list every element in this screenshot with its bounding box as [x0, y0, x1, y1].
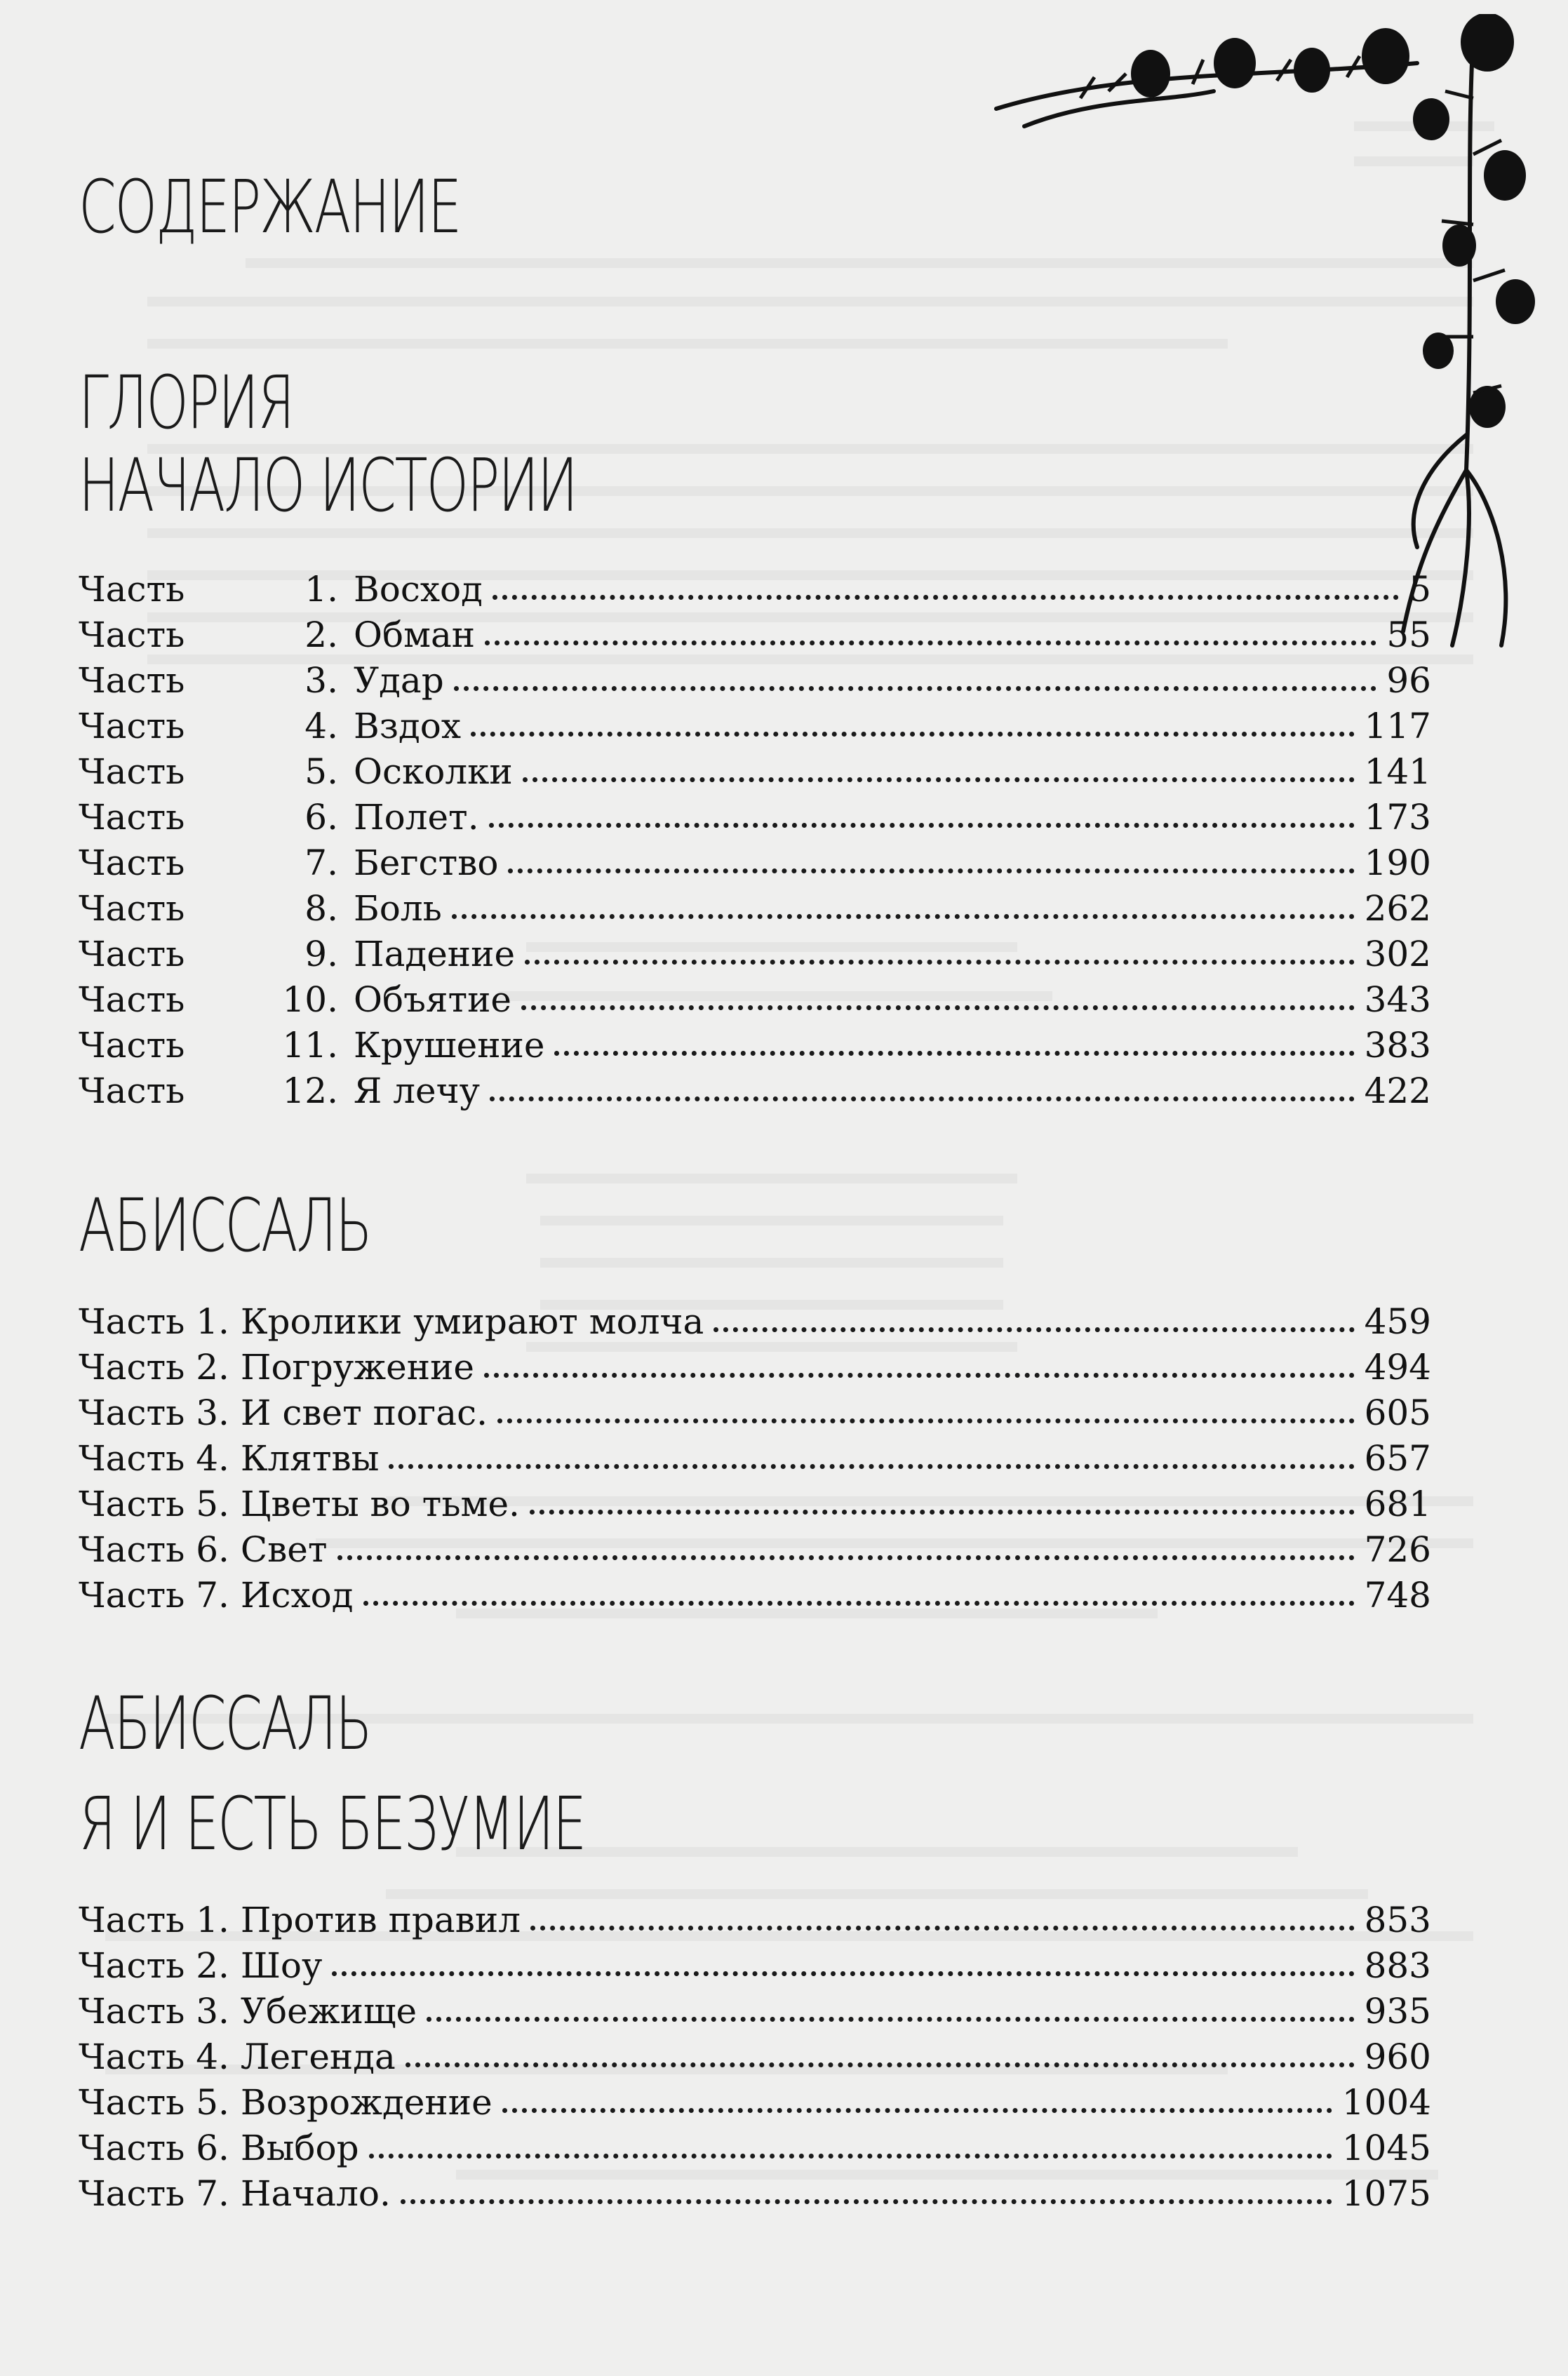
- toc-entry: [79, 886, 1431, 932]
- dot-leader: [332, 1971, 1354, 1976]
- toc-section-madness: [79, 1898, 1431, 2217]
- toc-entry: [79, 2034, 1431, 2080]
- toc-section-gloria: [79, 567, 1431, 1114]
- dot-leader: [530, 1926, 1355, 1931]
- dot-leader: [452, 914, 1355, 919]
- toc-entry-page: 853: [1364, 1900, 1431, 1940]
- dot-leader: [713, 1327, 1354, 1332]
- toc-entry-page: 726: [1364, 1529, 1431, 1570]
- toc-entry-part-word: Часть: [79, 1025, 185, 1066]
- toc-entry: [79, 932, 1431, 977]
- toc-entry-part-word: Часть: [79, 797, 185, 838]
- toc-entry-page: 960: [1364, 2036, 1431, 2077]
- toc-entry-number: 4.: [304, 706, 338, 746]
- dot-leader: [525, 960, 1355, 965]
- toc-entry-label: Часть 4. Клятвы: [79, 1438, 380, 1479]
- toc-entry-number: 12.: [282, 1070, 338, 1111]
- toc-entry-page: 422: [1364, 1070, 1431, 1111]
- toc-entry-number: 10.: [282, 979, 338, 1020]
- dot-leader: [406, 2062, 1355, 2067]
- toc-entry-page: 1045: [1341, 2128, 1431, 2168]
- toc-entry-part-word: Часть: [79, 706, 185, 746]
- toc-entry-page: 748: [1364, 1575, 1431, 1616]
- toc-entry-title: Объятие: [354, 979, 512, 1020]
- toc-entry-page: 383: [1364, 1025, 1431, 1066]
- toc-entry-part-word: Часть: [79, 1070, 185, 1111]
- toc-entry: [79, 658, 1431, 704]
- toc-entry-page: 657: [1364, 1438, 1431, 1479]
- toc-entry: [79, 1390, 1431, 1436]
- toc-entry-label: [79, 932, 515, 977]
- toc-entry-title: Обман: [354, 615, 476, 655]
- toc-entry-label: Часть 3. Убежище: [79, 1991, 417, 2032]
- toc-entry-title: Крушение: [354, 1025, 545, 1066]
- toc-entry-page: 935: [1364, 1991, 1431, 2032]
- toc-entry-number: 9.: [304, 934, 338, 974]
- toc-entry: [79, 1943, 1431, 1989]
- toc-entry-label: Часть 1. Против правил: [79, 1900, 521, 1940]
- dot-leader: [485, 640, 1376, 645]
- toc-entry-part-word: Часть: [79, 979, 185, 1020]
- toc-entry-part-word: Часть: [79, 660, 185, 701]
- toc-entry-page: 1075: [1341, 2173, 1431, 2214]
- toc-entry-page: 190: [1364, 843, 1431, 883]
- dot-leader: [521, 1005, 1355, 1010]
- toc-entry-label: Часть 6. Свет: [79, 1529, 328, 1570]
- dot-leader: [492, 595, 1399, 600]
- dot-leader: [454, 686, 1377, 691]
- toc-entry-number: 6.: [304, 797, 338, 838]
- toc-entry: [79, 704, 1431, 749]
- toc-entry-label: [79, 612, 475, 658]
- dot-leader: [554, 1051, 1354, 1056]
- toc-entry-page: 459: [1364, 1301, 1431, 1342]
- toc-entry-label: Часть 7. Начало.: [79, 2173, 391, 2214]
- toc-entry-part-word: Часть: [79, 843, 185, 883]
- dot-leader: [401, 2199, 1332, 2204]
- toc-entry-part-word: Часть: [79, 615, 185, 655]
- toc-entry-page: 605: [1364, 1392, 1431, 1433]
- toc-entry: [79, 1527, 1431, 1573]
- toc-entry-label: [79, 840, 498, 886]
- dot-leader: [337, 1555, 1355, 1560]
- toc-entry-number: 8.: [304, 888, 338, 929]
- toc-entry-page: 55: [1386, 615, 1431, 655]
- toc-entry-label: Часть 5. Цветы во тьме.: [79, 1484, 520, 1524]
- toc-entry-page: 141: [1364, 751, 1431, 792]
- toc-entry: [79, 1023, 1431, 1068]
- dot-leader: [369, 2154, 1332, 2159]
- toc-entry-page: 262: [1364, 888, 1431, 929]
- toc-entry-label: [79, 795, 479, 840]
- toc-entry-number: 2.: [304, 615, 338, 655]
- toc-entry-label: Часть 5. Возрождение: [79, 2082, 492, 2123]
- toc-entry: [79, 795, 1431, 840]
- toc-entry-label: [79, 704, 461, 749]
- toc-entry-label: Часть 3. И свет погас.: [79, 1392, 488, 1433]
- toc-entry-part-word: Часть: [79, 934, 185, 974]
- toc-entry-title: Восход: [354, 569, 483, 610]
- dot-leader: [363, 1601, 1355, 1606]
- toc-entry-number: 7.: [304, 843, 338, 883]
- toc-entry-part-word: Часть: [79, 569, 185, 610]
- toc-entry-page: 343: [1364, 979, 1431, 1020]
- toc-entry: [79, 1068, 1431, 1114]
- toc-entry-label: [79, 1023, 544, 1068]
- toc-entry-label: Часть 2. Шоу: [79, 1945, 323, 1986]
- gloria-heading-line2: НАЧАЛО ИСТОРИИ: [79, 443, 577, 528]
- toc-entry: [79, 2126, 1431, 2171]
- toc-entry-label: [79, 1068, 480, 1114]
- toc-entry: [79, 840, 1431, 886]
- toc-entry-title: Бегство: [354, 843, 499, 883]
- toc-entry-label: [79, 886, 442, 932]
- dot-leader: [489, 823, 1355, 828]
- dot-leader: [530, 1510, 1355, 1515]
- toc-entry: [79, 1573, 1431, 1618]
- abyssal2-heading-line2: Я И ЕСТЬ БЕЗУМИЕ: [79, 1781, 586, 1867]
- toc-entry-page: 1004: [1341, 2082, 1431, 2123]
- toc-entry: [79, 977, 1431, 1023]
- toc-entry-label: [79, 977, 511, 1023]
- toc-entry: [79, 612, 1431, 658]
- toc-entry-title: Вздох: [354, 706, 462, 746]
- dot-leader: [508, 868, 1354, 873]
- toc-entry: [79, 1299, 1431, 1345]
- toc-entry-number: 11.: [282, 1025, 338, 1066]
- toc-entry-label: [79, 567, 483, 612]
- toc-entry-part-word: Часть: [79, 751, 185, 792]
- toc-entry-page: 5: [1409, 569, 1431, 610]
- dot-leader: [484, 1373, 1355, 1378]
- toc-entry-title: Я лечу: [354, 1070, 481, 1111]
- dot-leader: [502, 2108, 1332, 2113]
- toc-entry: [79, 567, 1431, 612]
- toc-entry-label: Часть 6. Выбор: [79, 2128, 359, 2168]
- toc-section-abyssal: [79, 1299, 1431, 1618]
- toc-entry-label: Часть 7. Исход: [79, 1575, 354, 1616]
- toc-entry: [79, 2171, 1431, 2217]
- toc-entry-label: Часть 2. Погружение: [79, 1347, 474, 1388]
- contents-heading: СОДЕРЖАНИЕ: [79, 164, 461, 250]
- toc-entry-title: Боль: [354, 888, 442, 929]
- toc-entry: [79, 1345, 1431, 1390]
- abyssal2-heading-line1: АБИССАЛЬ: [79, 1681, 371, 1766]
- toc-entry-page: 494: [1364, 1347, 1431, 1388]
- toc-entry-label: [79, 658, 444, 704]
- toc-entry-label: [79, 749, 513, 795]
- dot-leader: [523, 777, 1355, 782]
- dot-leader: [389, 1464, 1354, 1469]
- toc-entry-part-word: Часть: [79, 888, 185, 929]
- toc-entry-number: 5.: [304, 751, 338, 792]
- toc-entry-title: Удар: [354, 660, 444, 701]
- toc-entry: [79, 749, 1431, 795]
- toc-entry-title: Полет.: [354, 797, 479, 838]
- toc-entry-page: 117: [1364, 706, 1431, 746]
- toc-entry-page: 96: [1386, 660, 1431, 701]
- toc-entry: [79, 2080, 1431, 2126]
- abyssal-heading: АБИССАЛЬ: [79, 1183, 371, 1268]
- toc-entry: [79, 1482, 1431, 1527]
- gloria-heading-line1: ГЛОРИЯ: [79, 360, 293, 445]
- toc-entry-title: Падение: [354, 934, 516, 974]
- dot-leader: [471, 732, 1354, 737]
- dot-leader: [490, 1096, 1354, 1101]
- toc-entry: [79, 1436, 1431, 1482]
- dot-leader: [427, 2017, 1355, 2022]
- toc-entry-number: 3.: [304, 660, 338, 701]
- dot-leader: [497, 1418, 1355, 1423]
- toc-entry: [79, 1989, 1431, 2034]
- toc-entry-page: 173: [1364, 797, 1431, 838]
- toc-entry-page: 681: [1364, 1484, 1431, 1524]
- toc-entry-label: Часть 1. Кролики умирают молча: [79, 1301, 704, 1342]
- toc-entry-label: Часть 4. Легенда: [79, 2036, 396, 2077]
- toc-entry-page: 302: [1364, 934, 1431, 974]
- toc-entry: [79, 1898, 1431, 1943]
- toc-entry-title: Осколки: [354, 751, 513, 792]
- toc-entry-page: 883: [1364, 1945, 1431, 1986]
- toc-entry-number: 1.: [304, 569, 338, 610]
